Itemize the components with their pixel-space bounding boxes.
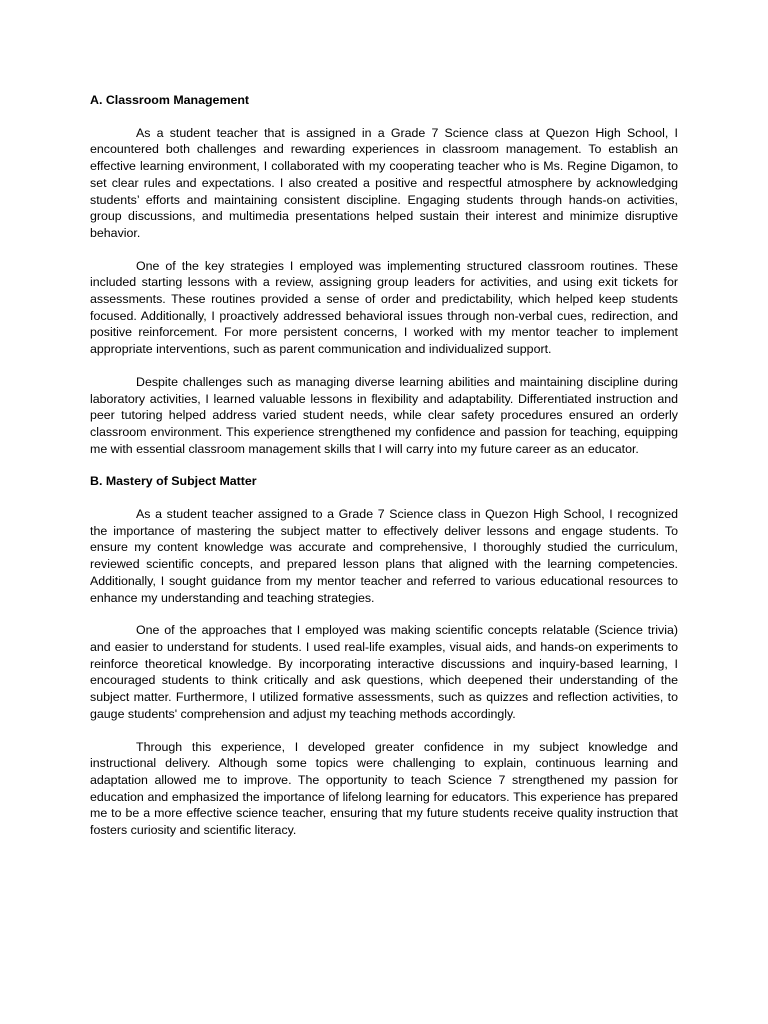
section-classroom-management	[90, 92, 678, 457]
paragraph: Despite challenges such as managing diverse learning abilities and maintaining discipline during laboratory activities, I learned valuable lessons in flexibility and adaptability. Differentiated instruction and peer tutoring helped address varied student needs, while clear safety procedures ensured an orderly classroom environment. This experience strengthened my confidence and passion for teaching, equipping me with essential classroom management skills that I will carry into my future career as an educator.	[90, 374, 678, 456]
paragraph: Through this experience, I developed greater confidence in my subject knowledge and instructional delivery. Although some topics were challenging to explain, continuous learning and adaptation allowed me to improve. The opportunity to teach Science 7 strengthened my passion for education and emphasized the importance of lifelong learning for educators. This experience has prepared me to be a more effective science teacher, ensuring that my future students receive quality instruction that fosters curiosity and scientific literacy.	[90, 739, 678, 838]
paragraph: As a student teacher assigned to a Grade 7 Science class in Quezon High School, I recognized the importance of mastering the subject matter to effectively deliver lessons and engage students. To ensure my content knowledge was accurate and comprehensive, I thoroughly studied the curriculum, reviewed scientific concepts, and prepared lesson plans that aligned with the learning competencies. Additionally, I sought guidance from my mentor teacher and referred to various educational resources to enhance my understanding and teaching strategies.	[90, 507, 678, 605]
paragraph: One of the key strategies I employed was implementing structured classroom routines. These included starting lessons with a review, assigning group leaders for activities, and using exit tickets for assessments. These routines provided a sense of order and predictability, which helped keep students focused. Additionally, I proactively addressed behavioral issues through non-verbal cues, redirection, and positive reinforcement. For more persistent concerns, I worked with my mentor teacher to implement appropriate interventions, such as parent communication and individualized support.	[90, 258, 678, 357]
paragraph: As a student teacher that is assigned in a Grade 7 Science class at Quezon High School, I encountered both challenges and rewarding experiences in classroom management. To establish an effective learning environment, I collaborated with my cooperating teacher who is Ms. Regine Digamon, to set clear rules and expectations. I also created a positive and respectful atmosphere by acknowledging students’ efforts and maintaining consistent discipline. Engaging students through hands-on activities, group discussions, and multimedia presentations helped sustain their interest and minimize disruptive behavior.	[90, 125, 678, 240]
section-mastery-of-subject-matter	[90, 473, 678, 838]
section-heading: A. Classroom Management	[90, 93, 250, 107]
section-heading: B. Mastery of Subject Matter	[90, 474, 257, 489]
paragraph: One of the approaches that I employed was making scientific concepts relatable (Science trivia) and easier to understand for students. I used real-life examples, visual aids, and hands-on experiments to reinforce theoretical knowledge. By incorporating interactive discussions and inquiry-based learning, I encouraged students to think critically and ask questions, which deepened their understanding of the subject matter. Furthermore, I utilized formative assessments, such as quizzes and reflection activities, to gauge students' comprehension and adjust my teaching methods accordingly.	[90, 623, 678, 721]
